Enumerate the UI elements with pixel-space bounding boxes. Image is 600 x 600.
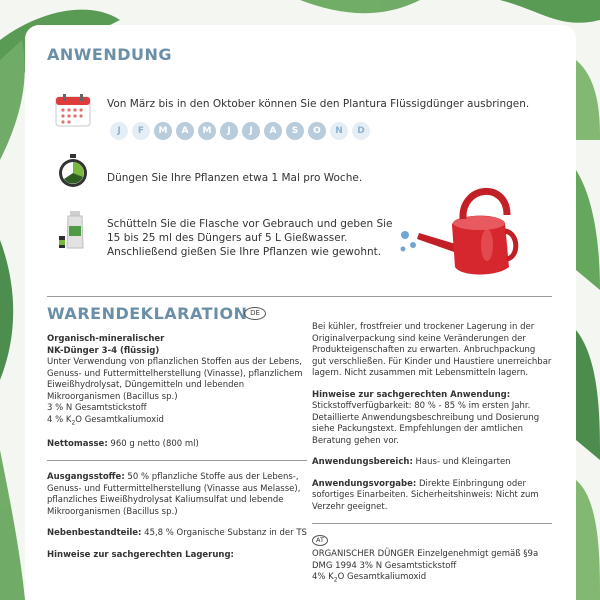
- product-description: Unter Verwendung von pflanzlichen Stoffen aus der Lebens, Genuss- und Futtermittelherstellung (Vinasse), pflanzlichem Eiweißhydrolysat, Düngemitteln und lebenden Mikroorganismen (Bacillus sp.): [47, 357, 303, 402]
- anwendung-heading: ANWENDUNG: [47, 45, 173, 64]
- month-9: S: [286, 122, 304, 140]
- anwendungsvorgabe: Anwendungsvorgabe: Direkte Einbringung oder sofortiges Einarbeiten. Sicherheitshinweis: Nicht zum Verzehr geeignet.: [312, 478, 539, 512]
- at-potassium: 4% $K_2O$ Gesamtkaliumoxid: [312, 572, 427, 584]
- anwendung-row-frequency-text: Düngen Sie Ihre Pflanzen etwa 1 Mal pro Woche.: [107, 172, 363, 184]
- bottle-icon: [57, 210, 85, 250]
- nebenbestandteile: Nebenbestandteile: 45,8 % Organische Substanz in der TS: [47, 528, 307, 539]
- watering-can-icon: [397, 175, 522, 277]
- declaration-left-column: [47, 334, 307, 571]
- at-country-badge: AT: [312, 535, 328, 546]
- month-4: A: [176, 122, 194, 140]
- month-3: M: [154, 122, 172, 140]
- de-country-badge: DE: [244, 307, 266, 320]
- month-indicator: [110, 122, 370, 140]
- product-name: NK-Dünger 3-4 (flüssig): [47, 345, 160, 356]
- anwendung-row-dosage-text: Schütteln Sie die Flasche vor Gebrauch und geben Sie 15 bis 25 ml des Düngers auf 5 L Gießwasser. Anschließend gießen Sie Ihre Pflanzen wie gewohnt.: [107, 218, 393, 258]
- lagerung-text: Bei kühler, frostfreier und trockener Lagerung in der Originalverpackung sind keine Veränderungen der Produkteigenschaften zu erwarten. Anbruchpackung gut verschließen. Für Kinder und Haustiere unerreichbar lagern. Nicht zusammen mit Lebensmitteln lagern.: [312, 322, 552, 378]
- month-6: J: [220, 122, 238, 140]
- month-5: M: [198, 122, 216, 140]
- product-type: Organisch-mineralischer: [47, 334, 165, 344]
- month-10: O: [308, 122, 326, 140]
- calendar-icon: [55, 93, 91, 127]
- nitrogen-content: 3 % N Gesamtstickstoff: [47, 403, 147, 413]
- anwendung-row-months-text: Von März bis in den Oktober können Sie den Plantura Flüssigdünger ausbringen.: [107, 98, 530, 110]
- section-divider: [47, 296, 552, 297]
- declaration-right-column: [312, 322, 552, 586]
- content-card: [25, 25, 576, 600]
- stopwatch-icon: [55, 153, 91, 189]
- month-11: N: [330, 122, 348, 140]
- warendeklaration-heading: WARENDEKLARATION: [47, 304, 248, 323]
- nettomasse: Nettomasse: 960 g netto (800 ml): [47, 438, 199, 449]
- month-1: J: [110, 122, 128, 140]
- month-7: J: [242, 122, 260, 140]
- anwendungsbereich: Anwendungsbereich: Haus- und Kleingarten: [312, 457, 511, 467]
- left-divider-1: [47, 460, 307, 461]
- month-2: F: [132, 122, 150, 140]
- month-12: D: [352, 122, 370, 140]
- anwendung-hinweise: Hinweise zur sachgerechten Anwendung: Stickstoffverfügbarkeit: 80 % - 85 % im ersten Jahr. Detaillierte Anwendungsbeschreibung und Dosierung siehe Packungstext. Empfehlungen der amtlichen Beratung gehen vor.: [312, 389, 540, 446]
- at-declaration: ORGANISCHER DÜNGER Einzelgenehmigt gemäß §9a DMG 1994 3% N Gesamtstickstoff: [312, 549, 539, 571]
- ausgangsstoffe: Ausgangsstoffe: 50 % pflanzliche Stoffe aus der Lebens-, Genuss- und Futtermittelherstellung (Vinasse aus Melasse), pflanzliches Eiweißhydrolysat Kaliumsulfat und lebende Mikroorganismen (Bacillus sp.): [47, 472, 301, 517]
- right-divider: [312, 523, 552, 524]
- lagerung-heading: Hinweise zur sachgerechten Lagerung:: [47, 549, 234, 560]
- month-8: A: [264, 122, 282, 140]
- potassium-content: 4 % $K_2O$ Gesamtkaliumoxid: [47, 414, 164, 427]
